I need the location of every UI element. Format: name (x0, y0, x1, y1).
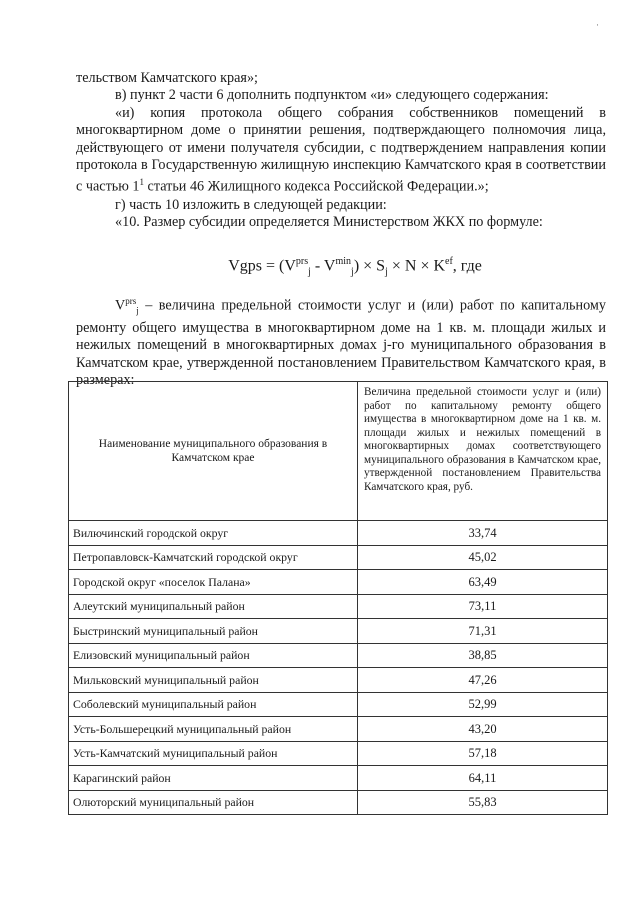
municipality-name: Алеутский муниципальный район (69, 594, 358, 619)
definition-body: – величина предельной стоимости услуг и (или) работ по капитальному ремонту общего имущества в многоквартирном доме на 1 кв. м. площади жилых и нежилых помещений в многоквартирных домах j-го муниципального образования в Камчатском крае, утвержденной постановлением Правительством Камчатского края, в размерах: (76, 297, 606, 389)
municipality-name: Быстринский муниципальный район (69, 619, 358, 644)
municipality-name: Карагинский район (69, 766, 358, 791)
table-row (69, 643, 608, 668)
paragraph-item-v: в) пункт 2 части 6 дополнить подпунктом «и» следующего содержания: (115, 87, 549, 104)
price-value: 43,20 (358, 717, 608, 742)
municipality-name: Городской округ «поселок Палана» (69, 570, 358, 595)
formula-part: × N × K (387, 257, 446, 275)
table-row (69, 717, 608, 742)
paragraph-item-g: г) часть 10 изложить в следующей редакции: (115, 196, 387, 213)
table-row (69, 741, 608, 766)
price-value: 47,26 (358, 668, 608, 693)
subitem-i-sup: 1 (139, 177, 144, 188)
subsidy-formula (0, 256, 640, 278)
municipality-name: Соболевский муниципальный район (69, 692, 358, 717)
price-value: 45,02 (358, 545, 608, 570)
formula-part: - V (310, 257, 336, 275)
table-header-municipality: Наименование муниципального образования в Камчатском крае (69, 382, 358, 521)
formula-part: ) × S (353, 257, 386, 275)
table-row (69, 594, 608, 619)
municipality-name: Елизовский муниципальный район (69, 643, 358, 668)
table-row (69, 692, 608, 717)
definition-sup: prs (125, 296, 137, 306)
price-value: 55,83 (358, 790, 608, 815)
paragraph-section-10: «10. Размер субсидии определяется Министерством ЖКХ по формуле: (115, 213, 543, 230)
corner-mark: · (596, 20, 599, 30)
subitem-i-text: «и) копия протокола общего собрания собственников помещений в многоквартирном доме о принятии решения, подтверждающего полномочия лица, действующего от имени получателя субсидии, с подтверждением направления копии протокола в Государственную жилищную инспекцию Камчатского края в соответствии с частью 1 (76, 104, 606, 196)
municipality-name: Петропавловск-Камчатский городской округ (69, 545, 358, 570)
price-value: 33,74 (358, 521, 608, 546)
formula-part: , где (452, 257, 482, 275)
table-header-price: Величина предельной стоимости услуг и (или) работ по капитальному ремонту общего имущества в многоквартирном доме на 1 кв. м. площади жилых и нежилых помещений в многоквартирных домах соответствующего муниципального образования в Камчатском крае, утвержденной постановлением Правительства Камчатского края, руб. (358, 382, 608, 521)
formula-sup: min (335, 256, 352, 267)
municipality-name: Вилючинский городской округ (69, 521, 358, 546)
formula-sub: j (385, 266, 388, 278)
table-row (69, 570, 608, 595)
paragraph-subitem-i (76, 105, 606, 197)
formula-part: Vgps = (V (228, 257, 296, 275)
municipality-name: Олюторский муниципальный район (69, 790, 358, 815)
price-value: 73,11 (358, 594, 608, 619)
price-value: 57,18 (358, 741, 608, 766)
price-value: 38,85 (358, 643, 608, 668)
price-value: 63,49 (358, 570, 608, 595)
municipality-name: Усть-Камчатский муниципальный район (69, 741, 358, 766)
definition-text (76, 293, 606, 390)
price-value: 64,11 (358, 766, 608, 791)
formula-sup: ef (445, 256, 453, 267)
price-value: 71,31 (358, 619, 608, 644)
table-row (69, 668, 608, 693)
formula-sub: j (351, 266, 354, 278)
definition-paragraph (76, 293, 606, 390)
formula-sub: j (308, 266, 311, 278)
table-row (69, 521, 608, 546)
table-row (69, 790, 608, 815)
paragraph-continuation: тельством Камчатского края»; (76, 70, 258, 86)
price-value: 52,99 (358, 692, 608, 717)
formula-sup: prs (295, 256, 309, 267)
price-limit-table (68, 381, 608, 815)
table-row (69, 766, 608, 791)
table-row (69, 545, 608, 570)
table-row (69, 619, 608, 644)
municipality-name: Усть-Большерецкий муниципальный район (69, 717, 358, 742)
body-text (76, 70, 606, 231)
subitem-i-tail: статьи 46 Жилищного кодекса Российской Федерации.»; (143, 179, 489, 196)
definition-sub: j (136, 305, 139, 316)
municipality-name: Мильковский муниципальный район (69, 668, 358, 693)
definition-symbol: V (115, 297, 126, 314)
table-header-row (69, 382, 608, 521)
